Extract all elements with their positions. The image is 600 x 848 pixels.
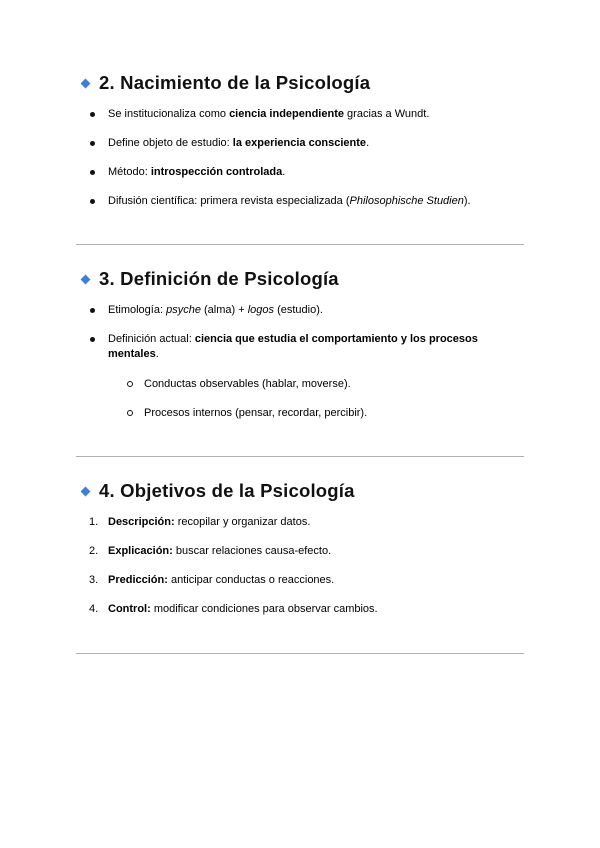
sub-item-text: Conductas observables (hablar, moverse).	[144, 378, 351, 390]
list-item	[76, 515, 480, 530]
item-text: Método: introspección controlada.	[108, 166, 286, 178]
list-item	[76, 136, 480, 151]
list-item	[76, 165, 480, 180]
item-text: Difusión científica: primera revista especializada (Philosophische Studien).	[108, 195, 471, 207]
item-text: Predicción: anticipar conductas o reacciones.	[108, 574, 335, 586]
sub-list-item	[76, 377, 524, 392]
numbered-list	[76, 515, 524, 617]
section-divider	[76, 653, 524, 654]
section-definicion	[76, 267, 524, 421]
sub-list-item	[76, 406, 524, 421]
section-divider	[76, 456, 524, 457]
item-text: Etimología: psyche (alma) + logos (estudio).	[108, 304, 323, 316]
section-heading	[76, 479, 524, 503]
diamond-icon	[81, 486, 91, 496]
hollow-bullet-icon	[127, 381, 133, 387]
list-item	[76, 332, 480, 362]
bullet-dot-icon	[90, 141, 95, 146]
item-text: Se institucionaliza como ciencia independiente gracias a Wundt.	[108, 108, 430, 120]
hollow-bullet-icon	[127, 410, 133, 416]
bullet-list	[76, 107, 524, 209]
diamond-icon	[81, 78, 91, 88]
item-text: Explicación: buscar relaciones causa-efecto.	[108, 545, 332, 557]
list-item	[76, 602, 480, 617]
bullet-dot-icon	[90, 112, 95, 117]
item-number: 2.	[89, 545, 99, 557]
section-heading	[76, 267, 524, 291]
section-title: 2. Nacimiento de la Psicología	[99, 72, 371, 93]
item-text: Define objeto de estudio: la experiencia consciente.	[108, 137, 370, 149]
item-number: 4.	[89, 603, 99, 615]
section-title: 4. Objetivos de la Psicología	[99, 480, 355, 501]
list-item	[76, 303, 480, 318]
list-item	[76, 544, 480, 559]
section-title: 3. Definición de Psicología	[99, 268, 339, 289]
bullet-dot-icon	[90, 199, 95, 204]
section-divider	[76, 244, 524, 245]
bullet-dot-icon	[90, 308, 95, 313]
item-text: Descripción: recopilar y organizar datos.	[108, 516, 311, 528]
list-item	[76, 573, 480, 588]
bullet-dot-icon	[90, 170, 95, 175]
sub-bullet-list	[76, 377, 524, 421]
bullet-list	[76, 303, 524, 362]
list-item	[76, 194, 508, 209]
item-text: Control: modificar condiciones para observar cambios.	[108, 603, 378, 615]
section-heading	[76, 71, 524, 95]
section-objetivos	[76, 479, 524, 617]
list-item	[76, 107, 480, 122]
item-number: 1.	[89, 516, 99, 528]
item-number: 3.	[89, 574, 99, 586]
bullet-dot-icon	[90, 337, 95, 342]
sub-item-text: Procesos internos (pensar, recordar, percibir).	[144, 407, 368, 419]
item-text: Definición actual: ciencia que estudia el comportamiento y los procesos mentales.	[108, 333, 478, 360]
diamond-icon	[81, 274, 91, 284]
section-nacimiento	[76, 71, 524, 209]
